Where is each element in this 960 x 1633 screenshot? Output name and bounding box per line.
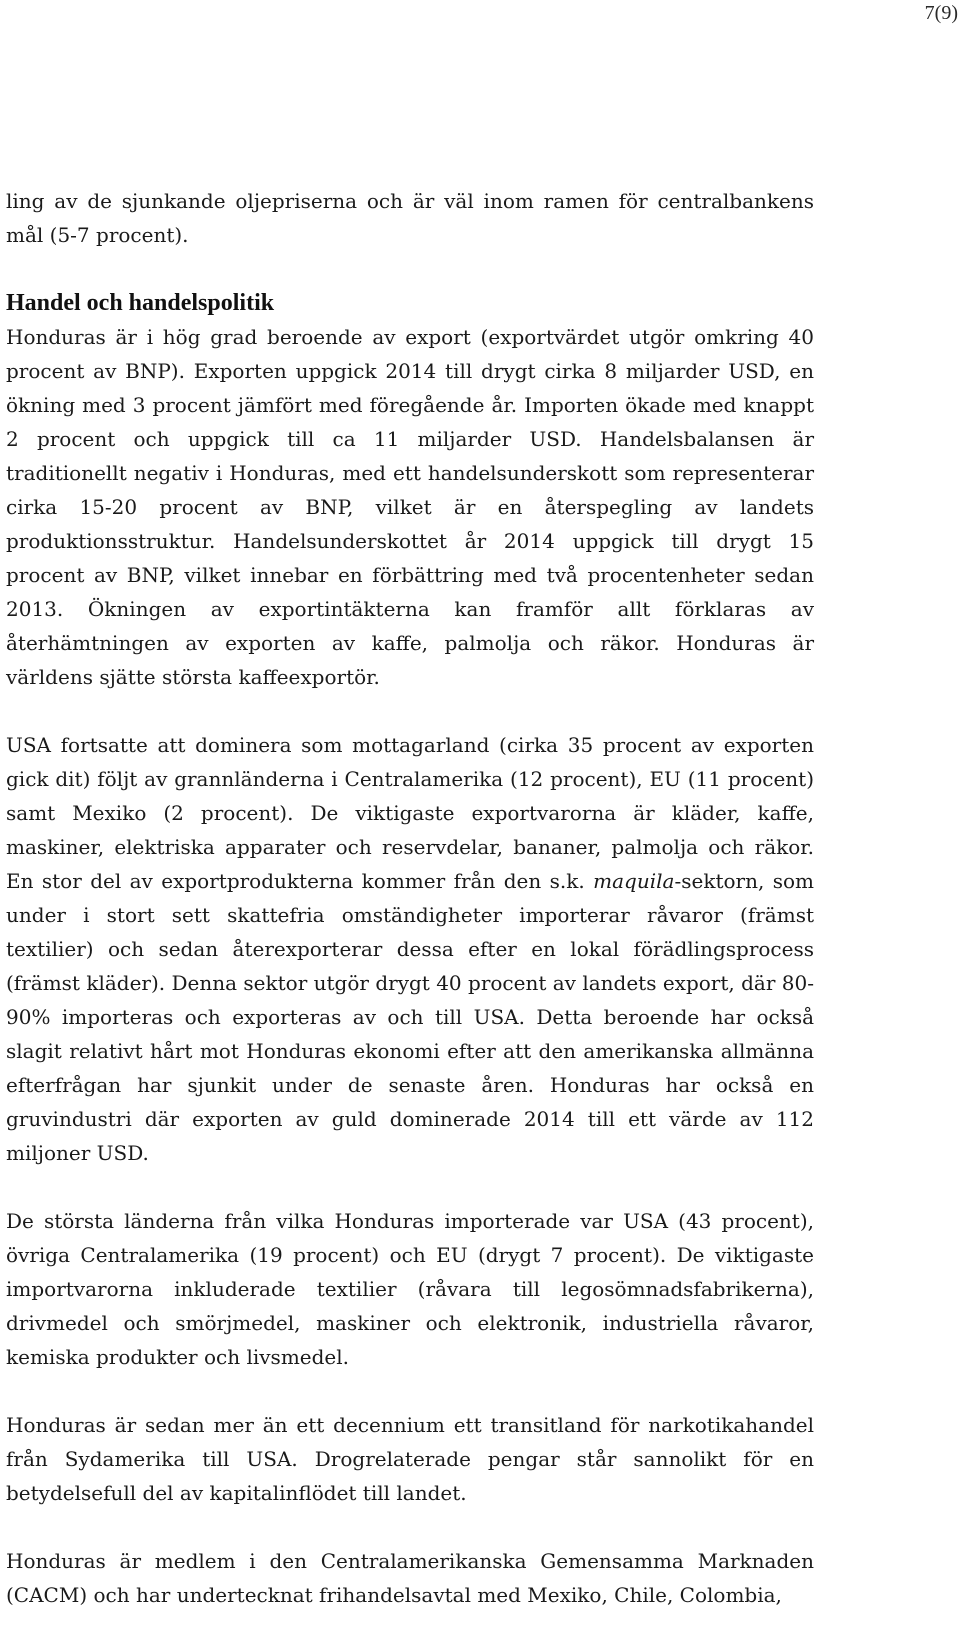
paragraph-export-partners-part1: USA fortsatte att dominera som mottagarland (cirka 35 procent av exporten gick dit) följt av grannländerna i Centralamerika (12 procent), EU (11 procent) samt Mexiko (2 procent). De viktigaste exportvarorna är kläder, kaffe, maskiner, elektriska apparater och reservdelar, bananer, palmolja och räkor. En stor del av exportprodukterna kommer från den s.k.	[6, 733, 814, 893]
paragraph-narcotics-transit: Honduras är sedan mer än ett decennium ett transitland för narkotikahandel från Sydamerika till USA. Drogrelaterade pengar står sannolikt för en betydelsefull del av kapitalinflödet till landet.	[6, 1413, 814, 1505]
maquila-term: maquila	[593, 869, 675, 893]
paragraph-trade-overview: Honduras är i hög grad beroende av export (exportvärdet utgör omkring 40 procent av BNP). Exporten uppgick 2014 till drygt cirka 8 miljarder USD, en ökning med 3 procent jämfört med föregående år. Importen ökade med knappt 2 procent och uppgick till ca 11 miljarder USD. Handelsbalansen är traditionellt negativ i Honduras, med ett handelsunderskott som representerar cirka 15-20 procent av BNP, vilket är en återspegling av landets produktionsstruktur. Handelsunderskottet år 2014 uppgick till drygt 15 procent av BNP, vilket innebar en förbättring med två procentenheter sedan 2013. Ökningen av exportintäkterna kan framför allt förklaras av återhämtningen av exporten av kaffe, palmolja och räkor. Honduras är världens sjätte största kaffeexportör.	[6, 325, 814, 689]
section-heading: Handel och handelspolitik	[6, 290, 275, 316]
paragraph-cacm-membership: Honduras är medlem i den Centralamerikanska Gemensamma Marknaden (CACM) och har undertecknat frihandelsavtal med Mexiko, Chile, Colombia,	[6, 1549, 814, 1607]
paragraph-import-partners: De största länderna från vilka Honduras importerade var USA (43 procent), övriga Centralamerika (19 procent) och EU (drygt 7 procent). De viktigaste importvarorna inkluderade textilier (råvara till legosömnadsfabrikerna), drivmedel och smörjmedel, maskiner och elektronik, industriella råvaror, kemiska produkter och livsmedel.	[6, 1209, 814, 1369]
page-number: 7(9)	[924, 2, 958, 24]
intro-paragraph: ling av de sjunkande oljepriserna och är väl inom ramen för centralbankens mål (5-7 procent).	[6, 189, 814, 247]
paragraph-export-partners	[6, 728, 814, 1170]
paragraph-export-partners-part2: -sektorn, som under i stort sett skattefria omständigheter importerar råvaror (främst textilier) och sedan återexporterar dessa efter en lokal förädlingsprocess (främst kläder). Denna sektor utgör drygt 40 procent av landets export, där 80-90% importeras och exporteras av och till USA. Detta beroende har också slagit relativt hårt mot Honduras ekonomi efter att den amerikanska allmänna efterfrågan har sjunkit under de senaste åren. Honduras har också en gruvindustri där exporten av guld dominerade 2014 till ett värde av 112 miljoner USD.	[6, 869, 814, 1165]
document-body	[6, 184, 814, 1612]
